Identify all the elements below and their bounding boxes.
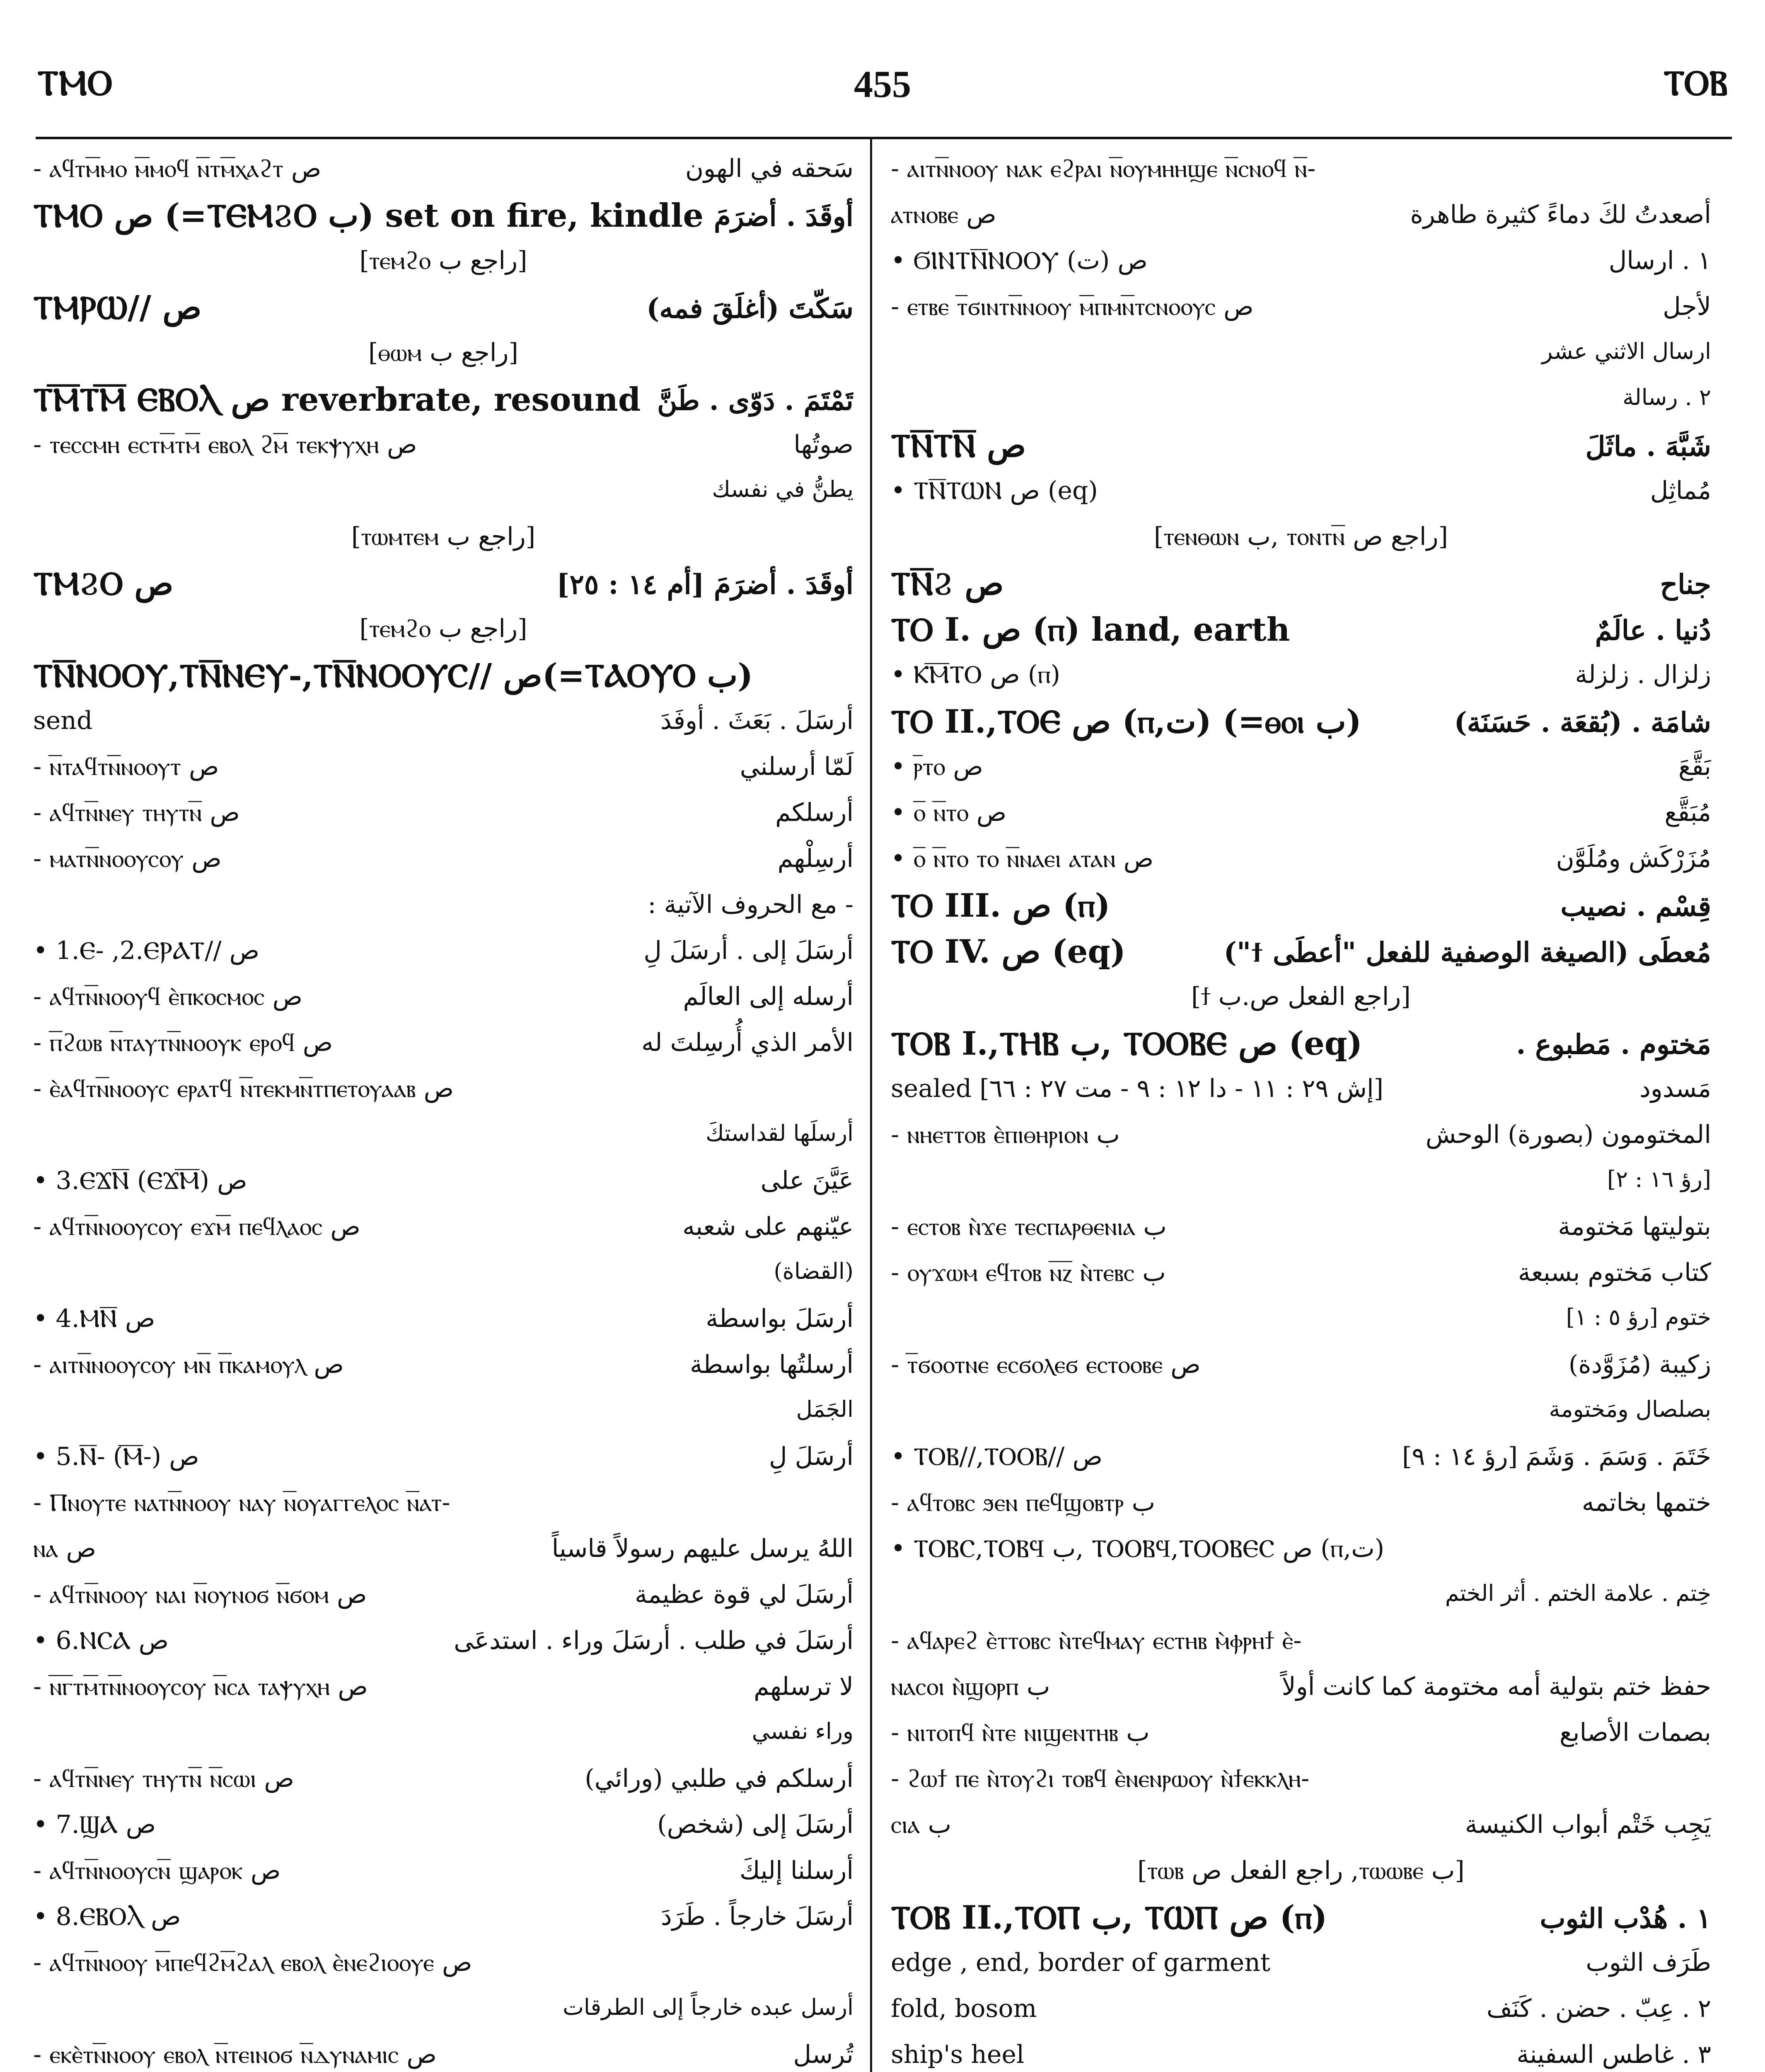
entry-line — [33, 793, 853, 839]
arabic-gloss: مُعطَى (الصيغة الوصفية للفعل "أعطَى ϯ") — [1223, 936, 1711, 968]
right-column — [891, 149, 1711, 2072]
entry-line — [33, 241, 853, 287]
entry-line — [33, 1207, 853, 1253]
coptic-text: ⲥⲓⲁ ب — [891, 1810, 952, 1839]
running-head-right: ⲦⲞⲂ — [1663, 62, 1728, 103]
coptic-text: ⲦⲚ̅ⲦⲚ̅ ص — [891, 427, 1026, 465]
coptic-text: sealed [إش ٢٩ : ١١ - دا ١٢ : ٩ - مت ٢٧ : ٦٦] — [891, 1074, 1384, 1103]
entry-line — [33, 2035, 853, 2072]
coptic-text: ⲦⲘⲢⲰ// ص — [33, 289, 202, 327]
arabic-gloss: عَيَّنَ على — [760, 1166, 853, 1195]
entry-line — [33, 1529, 853, 1575]
coptic-text: - ⲉⲧⲃⲉ ⲧ̅ϭⲓⲛⲧⲛ̅ⲛⲟⲟⲩ ⲙ̅ⲡⲙⲛ̅ⲧⲥⲛⲟⲟⲩⲥ ص — [891, 292, 1254, 321]
arabic-gloss: أرسلكم — [775, 798, 853, 827]
arabic-gloss: وراء نفسي — [752, 1718, 853, 1744]
arabic-gloss: تَمْتَمَ . دَوّى . طَنَّ — [657, 384, 853, 416]
arabic-gloss: أرسلكم في طلبي (ورائي) — [585, 1764, 853, 1793]
entry-line — [891, 149, 1711, 195]
entry-headword-line — [33, 379, 853, 425]
entry-line — [891, 1391, 1711, 1437]
entry-line — [891, 517, 1711, 563]
coptic-text: • ⲟ̅ ⲛ̅ⲧⲟ ⲧⲟ ⲛ̅ⲛⲁⲉⲓ ⲁⲧⲁⲛ ص — [891, 844, 1154, 873]
arabic-gloss: طَرَف الثوب — [1586, 1948, 1711, 1977]
coptic-text: • 8.ⲈⲂⲞⲖ ص — [33, 1902, 181, 1931]
entry-line — [33, 1483, 853, 1529]
entry-line — [33, 1437, 853, 1483]
entry-headword-line — [33, 195, 853, 241]
entry-line — [33, 839, 853, 885]
arabic-gloss: شَبَّهَ . ماثَلَ — [1585, 430, 1711, 462]
arabic-gloss: أرسله إلى العالَم — [683, 982, 853, 1011]
arabic-gloss: ارسال الاثني عشر — [1542, 338, 1711, 364]
entry-line — [891, 1759, 1711, 1805]
arabic-gloss: مُماثِل — [1650, 476, 1711, 505]
coptic-text: • ⲦⲞⲂ//,ⲦⲞⲞⲂ// ص — [891, 1442, 1103, 1471]
arabic-gloss: أرسل عبده خارجاً إلى الطرقات — [563, 1994, 853, 2020]
arabic-gloss: بصلصال ومَختومة — [1549, 1396, 1711, 1422]
coptic-text: ⲦⲞⲂ I.,ⲦⲎⲂ ب, ⲦⲞⲞⲂⲈ ص (eq) — [891, 1025, 1363, 1063]
entry-line — [33, 1713, 853, 1759]
entry-line — [33, 1023, 853, 1069]
entry-line — [33, 1115, 853, 1161]
coptic-text: - ⲉ̀ⲁϥⲧⲛ̅ⲛⲟⲟⲩⲥ ⲉⲣⲁⲧϥ ⲛ̅ⲧⲉⲕⲙⲛ̅ⲧⲡⲉⲧⲟⲩⲁⲁⲃ ص — [33, 1074, 454, 1103]
arabic-gloss: ختمها بخاتمه — [1581, 1488, 1711, 1517]
coptic-text: - ⲁϥⲧⲛ̅ⲛⲟⲟⲩⲥⲟⲩ ⲉϫⲙ̅ ⲡⲉϥⲗⲁⲟⲥ ص — [33, 1212, 360, 1241]
arabic-gloss: كتاب مَختوم بسبعة — [1518, 1258, 1711, 1287]
coptic-text: - ⲁⲓⲧⲛ̅ⲛⲟⲟⲩ ⲛⲁⲕ ⲉϩⲣⲁⲓ ⲛ̅ⲟⲩⲙⲏⲏϣⲉ ⲛ̅ⲥⲛⲟϥ ⲛ̅- — [891, 154, 1316, 183]
running-head-left: ⲦⲘⲞ — [37, 62, 113, 103]
coptic-text: fold, bosom — [891, 1994, 1037, 2023]
entry-line — [33, 1069, 853, 1115]
entry-line — [33, 425, 853, 471]
cross-reference: [ⲧⲉⲛⲑⲱⲛ ب, ⲧⲟⲛⲧⲛ̅ راجع ص] — [1153, 522, 1448, 551]
coptic-text: - ⲡ̅ϩⲱⲃ ⲛ̅ⲧⲁⲩⲧⲛ̅ⲛⲟⲟⲩⲕ ⲉⲣⲟϥ ص — [33, 1028, 333, 1057]
coptic-text: ⲦⲞ II.,ⲦⲞⲈ ص (ⲡ,ت) (=ⲑⲟⲓ ب) — [891, 703, 1361, 741]
arabic-gloss: ٢ . عِبّ . حضن . كَنَف — [1486, 1994, 1711, 2023]
arabic-gloss: حفظ ختم بتولية أمه مختومة كما كانت أولاً — [1281, 1672, 1711, 1701]
arabic-gloss: صوتُها — [793, 430, 853, 459]
arabic-gloss: أرسِلْهم — [777, 844, 853, 873]
entry-line — [891, 471, 1711, 517]
coptic-text: - ⲁϥⲁⲣⲉϩ ⲉ̀ⲧⲧⲟⲃⲥ ⲛ̀ⲧⲉϥⲙⲁⲩ ⲉⲥⲧⲏⲃ ⲙ̀ⲫⲣⲏϯ ⲉ̀- — [891, 1626, 1302, 1655]
cross-reference: [ⲧⲉⲙϩⲟ راجع ب] — [359, 246, 527, 275]
coptic-text: edge , end, border of garment — [891, 1948, 1271, 1977]
entry-line — [891, 1437, 1711, 1483]
coptic-text: • 3.ⲈϪⲚ̅ (ⲈϪⲘ̅) ص — [33, 1166, 247, 1195]
coptic-text: ship's heel — [891, 2040, 1025, 2069]
coptic-text: send — [33, 706, 93, 735]
coptic-text: ⲦⲞ I. ص (ⲡ) land, earth — [891, 611, 1290, 649]
arabic-gloss: مُزَرْكَش ومُلَوَّن — [1556, 844, 1711, 873]
coptic-text: - ⲉⲥⲧⲟⲃ ⲛ̀ϫⲉ ⲧⲉⲥⲡⲁⲣⲑⲉⲛⲓⲁ ب — [891, 1212, 1167, 1241]
entry-line — [33, 885, 853, 931]
coptic-text: ⲦⲞ IV. ص (eq) — [891, 933, 1126, 971]
arabic-gloss: اللهُ يرسل عليهم رسولاً قاسياً — [551, 1534, 853, 1563]
arabic-gloss: [رؤ ١٦ : ٢] — [1607, 1166, 1711, 1192]
entry-line — [33, 1161, 853, 1207]
entry-line — [891, 1161, 1711, 1207]
arabic-gloss: لا ترسلهم — [754, 1672, 853, 1701]
arabic-gloss: ٢ . رسالة — [1622, 384, 1711, 410]
entry-line — [33, 471, 853, 517]
entry-line — [33, 1989, 853, 2035]
coptic-text: - ⲟⲩϫⲱⲙ ⲉϥⲧⲟⲃ ⲛ̅ⲍ̅ ⲛ̀ⲧⲉⲃⲥ ب — [891, 1258, 1166, 1287]
entry-line — [33, 1805, 853, 1851]
arabic-gloss: أرسَلَ في طلب . أرسَلَ وراء . استدعَى — [454, 1626, 853, 1655]
entry-headword-line — [891, 1023, 1711, 1069]
entry-headword-line — [891, 609, 1711, 655]
arabic-gloss: خَتَمَ . وَسَمَ . وَشَمَ [رؤ ١٤ : ٩] — [1402, 1442, 1711, 1471]
arabic-gloss: الجَمَل — [796, 1396, 853, 1422]
coptic-text: - ⲁϥⲧⲛ̅ⲛⲉⲩ ⲧⲏⲩⲧⲛ̅ ⲛ̅ⲥⲱⲓ ص — [33, 1764, 294, 1793]
coptic-text: • 4.ⲘⲚ̅ ص — [33, 1304, 155, 1333]
entry-headword-line — [891, 425, 1711, 471]
entry-line — [891, 1713, 1711, 1759]
coptic-text: ⲦⲚ̅ⲚⲞⲞⲨ,ⲦⲚ̅ⲚⲈⲨ-,ⲦⲚ̅ⲚⲞⲞⲨⲤ// ص(=ⲦⲀⲞⲨⲞ ب) — [33, 657, 753, 695]
coptic-text: • ⲦⲞⲂⲤ,ⲦⲞⲂϤ ب, ⲦⲞⲞⲂϤ,ⲦⲞⲞⲂⲈⲤ ص (ⲡ,ت) — [891, 1534, 1385, 1563]
entry-line — [33, 1345, 853, 1391]
arabic-gloss: أرسَلَ بواسطة — [706, 1304, 853, 1333]
entry-line — [891, 333, 1711, 379]
entry-headword-line — [891, 885, 1711, 931]
entry-line — [33, 1253, 853, 1299]
arabic-gloss: خِتم . علامة الختم . أثر الختم — [1445, 1580, 1711, 1606]
arabic-gloss: الأمر الذي أُرسِلتَ له — [641, 1028, 853, 1057]
arabic-gloss: مَسدود — [1639, 1074, 1711, 1103]
entry-headword-line — [891, 931, 1711, 977]
entry-line — [33, 931, 853, 977]
column-divider — [870, 137, 872, 2072]
entry-line — [33, 1575, 853, 1621]
cross-reference: [ⲧⲉⲙϩⲟ راجع ب] — [359, 614, 527, 643]
cross-reference: [ⲧⲱⲙⲧⲉⲙ راجع ب] — [351, 522, 536, 551]
arabic-gloss: أرسلتُها بواسطة — [690, 1350, 853, 1379]
arabic-gloss: شامَة . (بُقعَة . حَسَنَة) — [1454, 706, 1711, 738]
entry-line — [891, 1483, 1711, 1529]
entry-headword-line — [33, 563, 853, 609]
arabic-gloss: لَمّا أرسلني — [740, 752, 853, 781]
entry-headword-line — [33, 655, 853, 701]
arabic-gloss: (القضاة) — [774, 1258, 853, 1284]
arabic-gloss: قِسْم . نصيب — [1560, 890, 1711, 922]
arabic-gloss: يطنُّ في نفسك — [712, 476, 853, 502]
arabic-gloss: سَحقه في الهون — [685, 154, 853, 183]
entry-line — [891, 1667, 1711, 1713]
entry-line — [33, 701, 853, 747]
page-number: 455 — [854, 63, 911, 105]
arabic-gloss: أرسَلَ لي قوة عظيمة — [635, 1580, 853, 1609]
coptic-text: • 7.ϢⲀ ص — [33, 1810, 156, 1839]
arabic-gloss: دُنيا . عالَمٌ — [1595, 614, 1711, 646]
coptic-text: - Ⲡⲛⲟⲩⲧⲉ ⲛⲁⲧⲛ̅ⲛⲟⲟⲩ ⲛⲁⲩ ⲛ̅ⲟⲩⲁⲅⲅⲉⲗⲟⲥ ⲛ̅ⲁⲧ- — [33, 1488, 450, 1517]
entry-headword-line — [891, 701, 1711, 747]
entry-line — [33, 1943, 853, 1989]
coptic-text: • ⲦⲚ̅ⲦⲰⲚ ص (eq) — [891, 476, 1098, 505]
arabic-gloss: أرسَلَ إلى . أرسَلَ لِ — [643, 936, 853, 965]
coptic-text: • 6.ⲚⲤⲀ ص — [33, 1626, 169, 1655]
arabic-gloss: أرسلَها لقداستكَ — [706, 1120, 853, 1146]
arabic-gloss: يَجِب خَتْم أبواب الكنيسة — [1465, 1810, 1711, 1839]
cross-reference: [ⲧⲱⲃ راجع الفعل ص ,ⲧⲱⲱⲃⲉ ب] — [1137, 1856, 1465, 1885]
entry-line — [891, 1575, 1711, 1621]
arabic-gloss: جناح — [1660, 568, 1711, 600]
arabic-gloss: بصمات الأصابع — [1559, 1718, 1711, 1747]
left-column — [33, 149, 853, 2072]
entry-line — [33, 747, 853, 793]
arabic-gloss: بَقَّعَ — [1678, 752, 1711, 781]
arabic-gloss: - مع الحروف الآتية : — [648, 890, 853, 919]
coptic-text: ⲦⲘⲞ ص (=ⲦⲈⲘϨⲞ ب) set on fire, kindle — [33, 197, 704, 235]
entry-line — [891, 1943, 1711, 1989]
entry-line — [891, 379, 1711, 425]
entry-line — [891, 1805, 1711, 1851]
arabic-gloss: ٣ . غاطس السفينة — [1516, 2040, 1711, 2069]
entry-line — [891, 977, 1711, 1023]
entry-line — [33, 1759, 853, 1805]
coptic-text: • ϬⲒⲚⲦⲚ̅ⲚⲞⲞⲨ ص (ت) — [891, 246, 1148, 275]
coptic-text: - ⲁϥⲧⲟⲃⲥ ϧⲉⲛ ⲡⲉϥϣⲟⲃⲧⲣ ب — [891, 1488, 1156, 1517]
coptic-text: ⲦⲚ̅Ϩ ص — [891, 565, 1004, 603]
coptic-text: - ⲁϥⲧⲛ̅ⲛⲟⲟⲩⲥⲛ̅ ϣⲁⲣⲟⲕ ص — [33, 1856, 281, 1885]
entry-line — [891, 1851, 1711, 1897]
entry-line — [33, 149, 853, 195]
coptic-text: - ⲧⲉⲥⲥⲙⲏ ⲉⲥⲧⲙ̅ⲧⲙ̅ ⲉⲃⲟⲗ ϩⲙ̅ ⲧⲉⲕⲯⲩⲭⲏ ص — [33, 430, 417, 459]
entry-line — [891, 287, 1711, 333]
coptic-text: - ⲧ̅ϭⲟⲟⲧⲛⲉ ⲉⲥϭⲟⲗⲉϭ ⲉⲥⲧⲟⲟⲃⲉ ص — [891, 1350, 1201, 1379]
header-rule — [36, 137, 1732, 139]
entry-line — [891, 1115, 1711, 1161]
coptic-text: - ⲛ̅ⲅ̅ⲧⲙ̅ⲧⲛ̅ⲛⲟⲟⲩⲥⲟⲩ ⲛ̅ⲥⲁ ⲧⲁⲯⲩⲭⲏ ص — [33, 1672, 368, 1701]
arabic-gloss: سَكّتَ (أغلَقَ فمه) — [646, 292, 853, 324]
entry-line — [891, 2035, 1711, 2072]
entry-headword-line — [891, 1897, 1711, 1943]
entry-line — [891, 1253, 1711, 1299]
entry-line — [33, 517, 853, 563]
arabic-gloss: أرسلنا إليكَ — [740, 1856, 853, 1885]
entry-line — [891, 1069, 1711, 1115]
arabic-gloss: أصعدتُ لكَ دماءً كثيرة طاهرة — [1410, 200, 1711, 229]
coptic-text: - ⲁϥⲧⲙ̅ⲙⲟ ⲙ̅ⲙⲟϥ ⲛ̅ⲧⲙ̅ⲭⲁϩⲧ ص — [33, 154, 322, 183]
entry-line — [891, 1299, 1711, 1345]
entry-line — [33, 609, 853, 655]
entry-line — [891, 195, 1711, 241]
arabic-gloss: عيّنهم على شعبه — [682, 1212, 853, 1241]
entry-line — [891, 1207, 1711, 1253]
arabic-gloss: زكيبة (مُزَوَّدة) — [1568, 1350, 1711, 1379]
coptic-text: - ⲛ̅ⲧⲁϥⲧⲛ̅ⲛⲟⲟⲩⲧ ص — [33, 752, 219, 781]
coptic-text: ⲦⲞ III. ص (ⲡ) — [891, 887, 1110, 925]
entry-line — [33, 1667, 853, 1713]
coptic-text: - ⲁϥⲧⲛ̅ⲛⲉⲩ ⲧⲏⲩⲧⲛ̅ ص — [33, 798, 240, 827]
coptic-text: - ⲙⲁⲧⲛ̅ⲛⲟⲟⲩⲥⲟⲩ ص — [33, 844, 222, 873]
arabic-gloss: زلزال . زلزلة — [1575, 660, 1711, 689]
entry-line — [891, 747, 1711, 793]
entry-line — [33, 1391, 853, 1437]
coptic-text: • 5.Ⲛ̅- (Ⲙ̅-) ص — [33, 1442, 199, 1471]
coptic-text: • 1.Ⲉ- ,2.ⲈⲢⲀⲦ// ص — [33, 936, 260, 965]
entry-line — [891, 655, 1711, 701]
coptic-text: ⲁⲧⲛⲟⲃⲉ ص — [891, 200, 996, 229]
entry-line — [891, 793, 1711, 839]
entry-line — [33, 333, 853, 379]
arabic-gloss: أوقَدَ . أضرَمَ [أم ١٤ : ٢٥] — [556, 568, 853, 600]
entry-line — [891, 1621, 1711, 1667]
entry-line — [891, 241, 1711, 287]
entry-line — [33, 977, 853, 1023]
entry-line — [891, 1529, 1711, 1575]
arabic-gloss: أرسَلَ لِ — [769, 1442, 853, 1471]
cross-reference: [ϯ راجع الفعل ص.ب] — [1191, 982, 1411, 1011]
coptic-text: • ⲟ̅ ⲛ̅ⲧⲟ ص — [891, 798, 1007, 827]
arabic-gloss: بتوليتها مَختومة — [1558, 1212, 1711, 1241]
arabic-gloss: أرسَلَ إلى (شخص) — [657, 1810, 853, 1839]
coptic-text: ⲦⲞⲂ II.,ⲦⲞⲠ ب, ⲦⲰⲠ ص (ⲡ) — [891, 1899, 1327, 1936]
arabic-gloss: ١ . ارسال — [1608, 246, 1711, 275]
entry-headword-line — [891, 563, 1711, 609]
entry-line — [891, 1989, 1711, 2035]
coptic-text: ⲛⲁ ص — [33, 1534, 96, 1563]
coptic-text: - ⲁϥⲧⲛ̅ⲛⲟⲟⲩ ⲙ̅ⲡⲉϥϩⲙ̅ϩⲁⲗ ⲉⲃⲟⲗ ⲉ̀ⲛⲉϩⲓⲟⲟⲩⲉ ص — [33, 1948, 472, 1977]
arabic-gloss: ختوم [رؤ ٥ : ١] — [1566, 1304, 1711, 1330]
arabic-gloss: ١ . هُدْب الثوب — [1540, 1902, 1711, 1934]
entry-line — [891, 839, 1711, 885]
entry-line — [33, 1851, 853, 1897]
entry-line — [33, 1897, 853, 1943]
coptic-text: • ⲔⲘ̅ⲦⲞ ص (ⲡ) — [891, 660, 1061, 689]
arabic-gloss: المختومون (بصورة) الوحش — [1425, 1120, 1711, 1149]
entry-line — [891, 1345, 1711, 1391]
cross-reference: [ⲑⲱⲙ راجع ب] — [368, 338, 518, 367]
coptic-text: - ⲉⲕⲉ̀ⲧⲛ̅ⲛⲟⲟⲩ ⲉⲃⲟⲗ ⲛ̅ⲧⲉⲓⲛⲟϭ ⲛ̅ⲇⲩⲛⲁⲙⲓⲥ ص — [33, 2040, 437, 2069]
entry-line — [33, 1299, 853, 1345]
entry-headword-line — [33, 287, 853, 333]
coptic-text: - ϩⲱϯ ⲡⲉ ⲛ̀ⲧⲟⲩϩⲓ ⲧⲟⲃϥ ⲉ̀ⲛⲉⲛⲣⲱⲟⲩ ⲛ̀ϯⲉⲕⲕⲗⲏ- — [891, 1764, 1310, 1793]
arabic-gloss: تُرسل — [793, 2040, 853, 2069]
arabic-gloss: أوقَدَ . أضرَمَ — [714, 200, 853, 232]
arabic-gloss: مُبَقَّع — [1664, 798, 1711, 827]
entry-line — [33, 1621, 853, 1667]
coptic-text: ⲦⲘϨⲞ ص — [33, 565, 174, 603]
coptic-text: ⲦⲘ̅ⲦⲘ̅ ⲈⲂⲞⲖ ص reverbrate, resound — [33, 381, 641, 419]
coptic-text: • ⲣ̅ⲧⲟ ص — [891, 752, 983, 781]
arabic-gloss: لأجل — [1663, 292, 1711, 321]
coptic-text: - ⲁϥⲧⲛ̅ⲛⲟⲟⲩ ⲛⲁⲓ ⲛ̅ⲟⲩⲛⲟϭ ⲛ̅ϭⲟⲙ ص — [33, 1580, 367, 1609]
coptic-text: - ⲛⲏⲉⲧⲧⲟⲃ ⲉ̀ⲡⲓⲑⲏⲣⲓⲟⲛ ب — [891, 1120, 1120, 1149]
arabic-gloss: أرسَلَ خارجاً . طَرَدَ — [661, 1902, 853, 1931]
arabic-gloss: مَختوم . مَطبوع . — [1516, 1028, 1711, 1060]
coptic-text: - ⲁⲓⲧⲛ̅ⲛⲟⲟⲩⲥⲟⲩ ⲙⲛ̅ ⲡ̅ⲕⲁⲙⲟⲩⲗ ص — [33, 1350, 344, 1379]
coptic-text: - ⲁϥⲧⲛ̅ⲛⲟⲟⲩϥ ⲉ̀ⲡⲕⲟⲥⲙⲟⲥ ص — [33, 982, 303, 1011]
coptic-text: ⲛⲁⲥⲟⲓ ⲛ̀ϣⲟⲣⲡ ب — [891, 1672, 1050, 1701]
coptic-text: - ⲛⲓⲧⲟⲡϥ ⲛ̀ⲧⲉ ⲛⲓϣⲉⲛⲧⲏⲃ ب — [891, 1718, 1150, 1747]
arabic-gloss: أرسَلَ . بَعَثَ . أوفَدَ — [660, 706, 853, 735]
